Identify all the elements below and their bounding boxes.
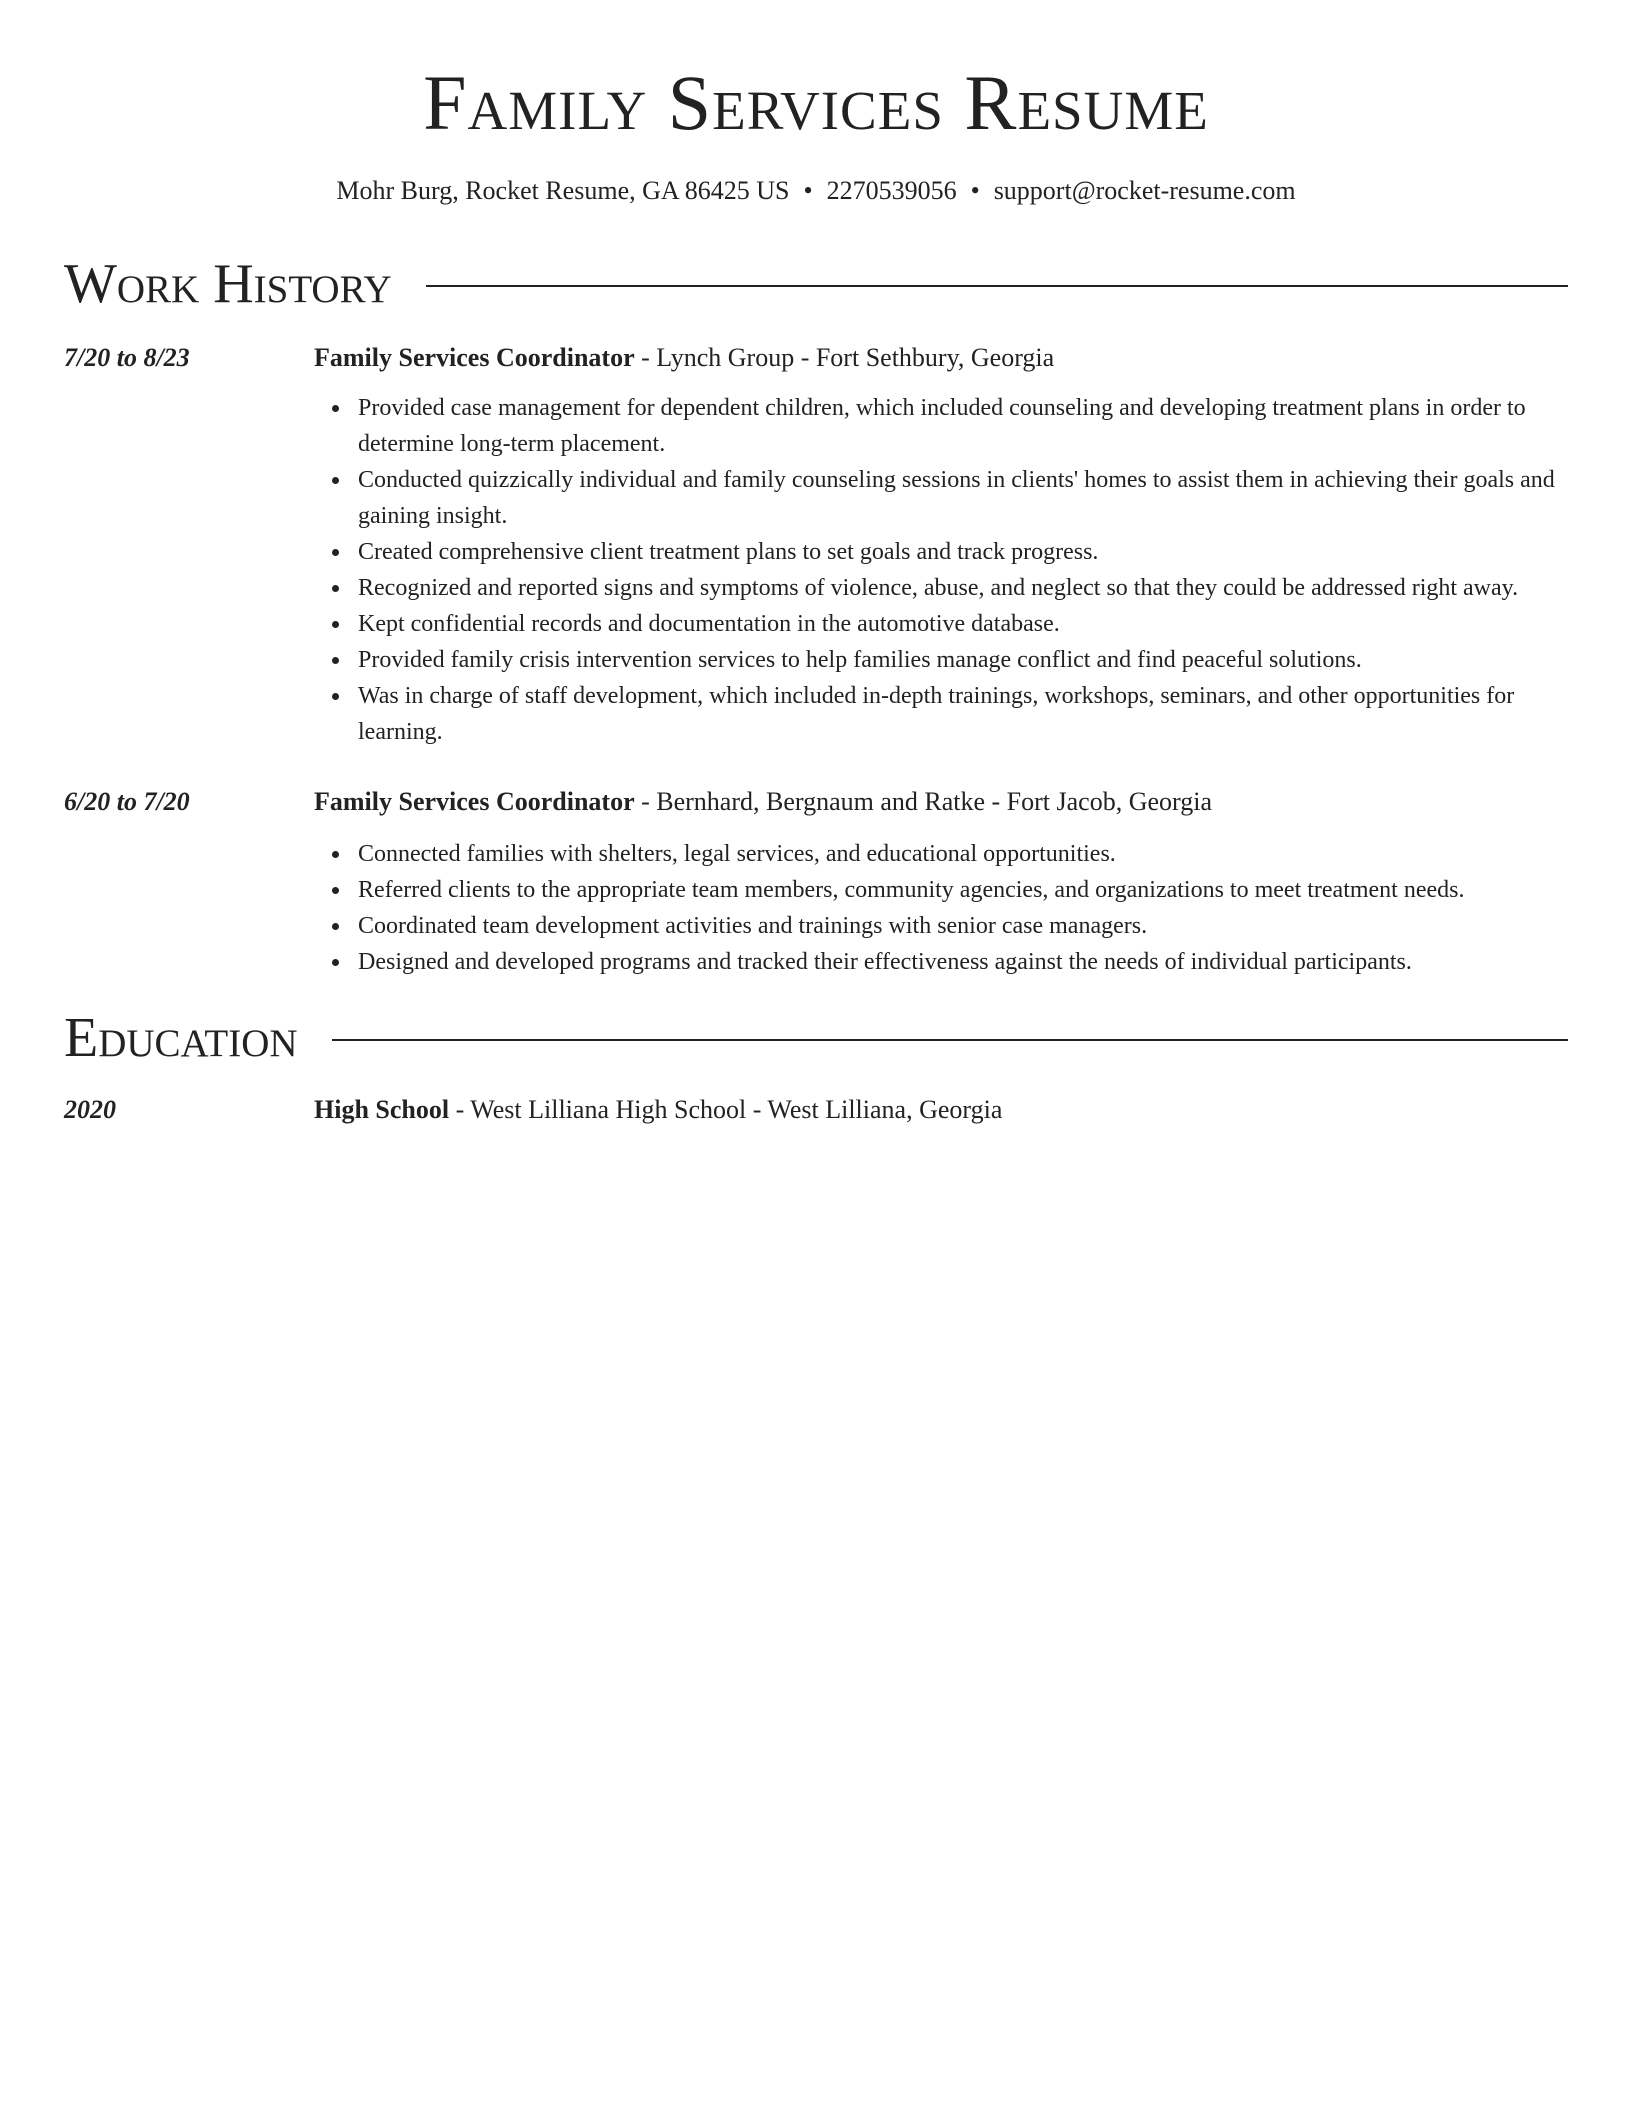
bullet-item: Connected families with shelters, legal services, and educational opportunities. xyxy=(358,836,1568,872)
job-title: Family Services Coordinator xyxy=(314,787,635,816)
job-employer-location: - Bernhard, Bergnaum and Ratke - Fort Jacob, Georgia xyxy=(634,787,1212,816)
contact-address: Mohr Burg, Rocket Resume, GA 86425 US xyxy=(336,176,790,205)
degree-title: High School xyxy=(314,1095,450,1124)
bullet-item: Conducted quizzically individual and family counseling sessions in clients' homes to assist them in achieving their goals and gaining insight. xyxy=(358,462,1568,534)
bullet-item: Referred clients to the appropriate team members, community agencies, and organizations to meet treatment needs. xyxy=(358,872,1568,908)
contact-separator: • xyxy=(803,176,813,205)
bullet-item: Was in charge of staff development, which included in-depth trainings, workshops, seminars, and other opportunities for learning. xyxy=(358,678,1568,750)
resume-title: Family Services Resume xyxy=(423,59,1209,146)
education-entry-date: 2020 xyxy=(64,1095,116,1124)
contact-line xyxy=(0,173,1632,209)
contact-phone: 2270539056 xyxy=(826,176,957,205)
job-employer-location: - Lynch Group - Fort Sethbury, Georgia xyxy=(634,343,1055,372)
bullet-item: Designed and developed programs and tracked their effectiveness against the needs of individual participants. xyxy=(358,944,1568,980)
contact-separator: • xyxy=(970,176,980,205)
section-divider xyxy=(426,285,1568,287)
school-location: - West Lilliana High School - West Lilliana, Georgia xyxy=(449,1095,1003,1124)
bullet-item: Kept confidential records and documentation in the automotive database. xyxy=(358,606,1568,642)
work-history-section-header xyxy=(64,254,1568,314)
bullet-item: Provided family crisis intervention services to help families manage conflict and find peaceful solutions. xyxy=(358,642,1568,678)
section-divider xyxy=(332,1039,1568,1041)
bullet-item: Created comprehensive client treatment plans to set goals and track progress. xyxy=(358,534,1568,570)
work-entry-date: 6/20 to 7/20 xyxy=(64,787,190,816)
education-heading: Education xyxy=(64,1007,298,1069)
work-entry-bullets xyxy=(358,390,1568,750)
work-history-heading: Work History xyxy=(64,253,392,315)
bullet-item: Provided case management for dependent children, which included counseling and developing treatment plans in order to determine long-term placement. xyxy=(358,390,1568,462)
job-title: Family Services Coordinator xyxy=(314,343,635,372)
work-entry-header xyxy=(314,340,1054,376)
education-section-header xyxy=(64,1008,1568,1068)
work-entry-date: 7/20 to 8/23 xyxy=(64,343,190,372)
education-entry-header xyxy=(314,1092,1002,1128)
contact-email: support@rocket-resume.com xyxy=(993,176,1296,205)
work-entry-header xyxy=(314,784,1212,820)
work-entry-bullets xyxy=(358,836,1568,980)
bullet-item: Coordinated team development activities and trainings with senior case managers. xyxy=(358,908,1568,944)
bullet-item: Recognized and reported signs and symptoms of violence, abuse, and neglect so that they could be addressed right away. xyxy=(358,570,1568,606)
